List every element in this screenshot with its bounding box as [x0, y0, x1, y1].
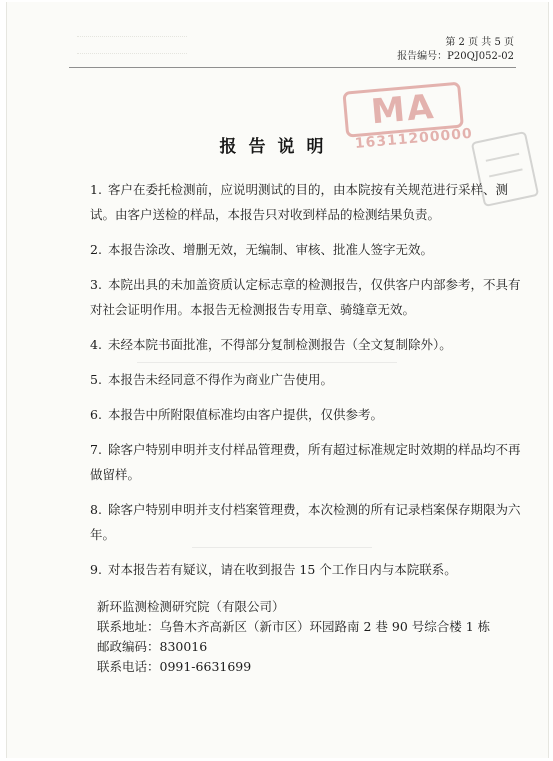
note-number: 6. [90, 407, 102, 422]
note-item-7 [90, 437, 522, 487]
note-item-9 [90, 557, 522, 582]
note-item-2 [90, 237, 522, 262]
note-number: 5. [90, 372, 102, 387]
header-divider [69, 67, 516, 68]
contact-information [97, 597, 517, 677]
institute-name: 新环监测检测研究院（有限公司） [97, 599, 285, 614]
contact-address: 联系地址：乌鲁木齐高新区（新市区）环园路南 2 巷 90 号综合楼 1 栋 [97, 619, 491, 634]
note-item-6 [90, 402, 522, 427]
note-text: 本院出具的未加盖资质认定标志章的检测报告，仅供客户内部参考，不具有对社会证明作用。本报告无检测报告专用章、骑缝章无效。 [90, 277, 521, 317]
postal-code: 邮政编码：830016 [97, 639, 208, 654]
note-item-1 [90, 177, 522, 227]
note-text: 客户在委托检测前，应说明测试的目的，由本院按有关规范进行采样、测试。由客户送检的样品，本报告只对收到样品的检测结果负责。 [90, 182, 508, 222]
note-number: 2. [90, 242, 102, 257]
note-item-5 [90, 367, 522, 392]
note-number: 4. [90, 337, 102, 352]
note-text: 本报告未经同意不得作为商业广告使用。 [107, 372, 333, 387]
faint-header-watermark [77, 36, 187, 54]
note-number: 3. [90, 277, 102, 292]
note-text: 对本报告若有疑议，请在收到报告 15 个工作日内与本院联系。 [107, 562, 457, 577]
report-header-info [397, 36, 514, 64]
note-number: 9. [90, 562, 102, 577]
note-item-4 [90, 332, 522, 357]
note-text: 未经本院书面批准，不得部分复制检测报告（全文复制除外）。 [107, 337, 452, 352]
cma-certificate-number: 16311200000 [354, 125, 474, 152]
note-item-3 [90, 272, 522, 322]
report-code: P20QJ052-02 [447, 51, 514, 62]
cma-mark: MA [342, 82, 464, 138]
report-code-line [397, 50, 514, 64]
note-text: 除客户特别申明并支付样品管理费，所有超过标准规定时效期的样品均不再做留样。 [90, 442, 521, 482]
note-text: 本报告涂改、增删无效，无编制、审核、批准人签字无效。 [107, 242, 433, 257]
report-notes-list [90, 177, 522, 592]
note-number: 7. [90, 442, 102, 457]
report-page [6, 2, 549, 758]
note-text: 除客户特别申明并支付档案管理费，本次检测的所有记录档案保存期限为六年。 [90, 502, 521, 542]
report-code-label: 报告编号： [397, 51, 448, 62]
note-item-8 [90, 497, 522, 547]
page-number: 第 2 页 共 5 页 [445, 37, 514, 48]
note-number: 1. [90, 182, 102, 197]
contact-phone: 联系电话：0991-6631699 [97, 659, 252, 674]
note-number: 8. [90, 502, 102, 517]
note-text: 本报告中所附限值标准均由客户提供，仅供参考。 [107, 407, 383, 422]
page-title: 报告说明 [219, 137, 336, 158]
